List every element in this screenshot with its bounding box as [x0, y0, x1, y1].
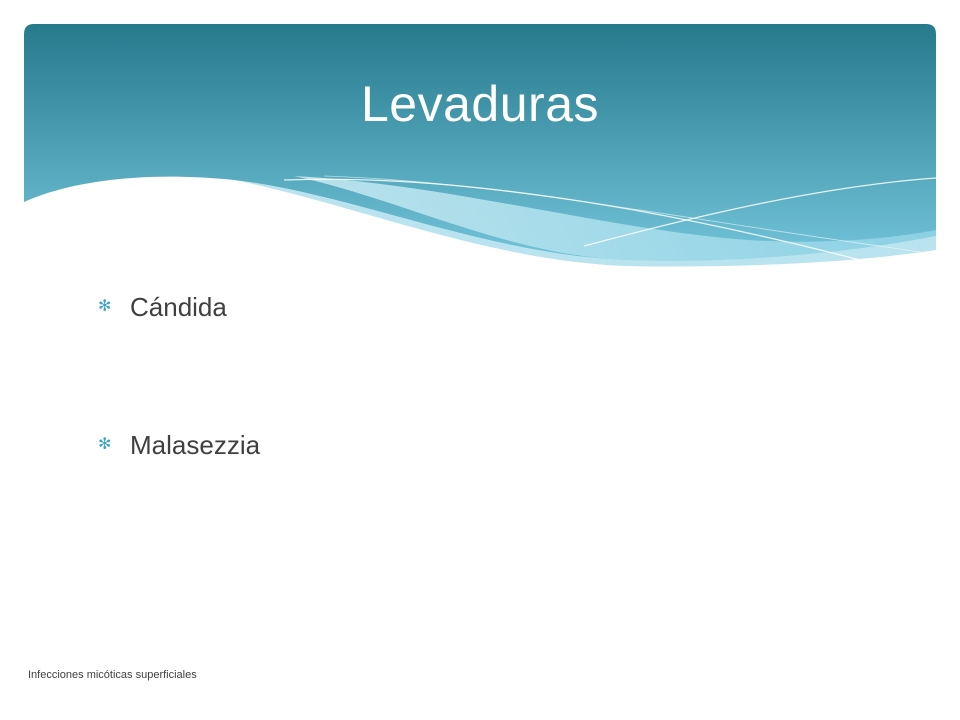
list-item [98, 286, 260, 328]
asterisk-bullet-icon: ✻ [98, 436, 112, 453]
list-item [98, 424, 260, 466]
slide-title: Levaduras [361, 76, 599, 132]
header-banner [24, 24, 936, 284]
asterisk-bullet-icon: ✻ [98, 298, 112, 315]
slide-footer: Infecciones micóticas superficiales [28, 669, 197, 681]
wave-banner-graphic [24, 24, 936, 284]
bullet-list [98, 286, 260, 562]
bullet-text: Malasezzia [130, 430, 261, 460]
bullet-text: Cándida [130, 292, 227, 322]
